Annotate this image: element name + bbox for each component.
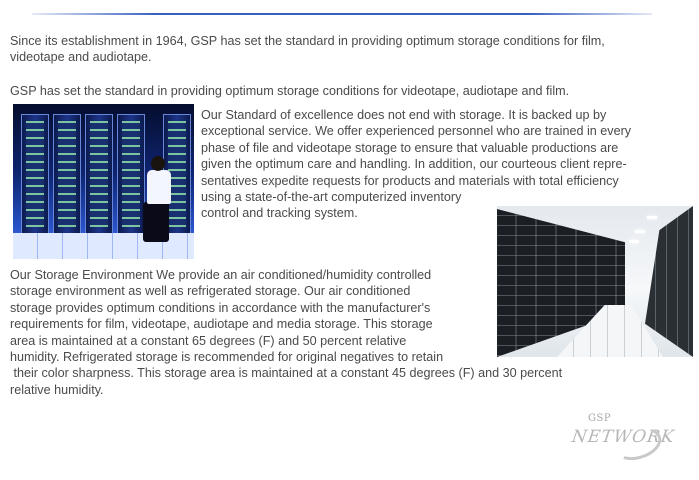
service-line: given the optimum care and handling. In addition, our courteous client repre- [201,157,627,172]
standard-paragraph: GSP has set the standard in providing optimum storage conditions for videotape, audiotape and film. [10,84,570,98]
ceiling-light [635,230,645,233]
environment-line: their color sharpness. This storage area is maintained at a constant 45 degrees (F) and 30 percent [10,366,563,381]
server-rack [53,114,81,234]
header-divider [32,13,652,15]
intro-paragraph [10,33,605,66]
gsp-network-logo [566,413,676,461]
intro-line: videotape and audiotape. [10,50,152,65]
logo-main-text: NETWORK [570,427,676,447]
environment-line: Our Storage Environment We provide an air conditioned/humidity controlled [10,268,432,282]
intro-line: Since its establishment in 1964, GSP has set the standard in providing optimum storage conditions for film, [10,34,605,48]
ceiling-light [647,216,657,219]
service-line: phase of file and videotape storage to ensure that valuable productions are [201,140,619,155]
server-rack [85,114,113,234]
server-rack [117,114,145,234]
environment-line: storage provides optimum conditions in accordance with the manufacturer's [10,300,431,315]
environment-line: storage environment as well as refrigerated storage. Our air conditioned [10,284,411,299]
server-bank-right [645,206,693,357]
environment-line: requirements for film, videotape, audiotape and media storage. This storage [10,317,433,332]
technician-shirt [147,170,171,204]
service-line: exceptional service. We offer experienced personnel who are trained in every [201,124,632,139]
technician-head [151,156,165,171]
service-line: using a state-of-the-art computerized inventory [201,190,462,205]
service-line: sentatives expedite requests for products and materials with total efficiency [201,173,619,188]
service-line: control and tracking system. [201,206,358,221]
environment-paragraph [10,267,562,398]
service-line: Our Standard of excellence does not end with storage. It is backed up by [201,108,607,122]
ceiling-light [629,240,639,243]
service-paragraph [201,107,631,222]
server-room-technician-photo [13,104,194,259]
environment-line: relative humidity. [10,382,104,397]
technician [143,202,169,242]
logo-top-text: GSP [588,413,612,424]
environment-line: humidity. Refrigerated storage is recommended for original negatives to retain [10,350,444,365]
server-rack [21,114,49,234]
environment-line: area is maintained at a constant 65 degrees (F) and 50 percent relative [10,333,407,348]
